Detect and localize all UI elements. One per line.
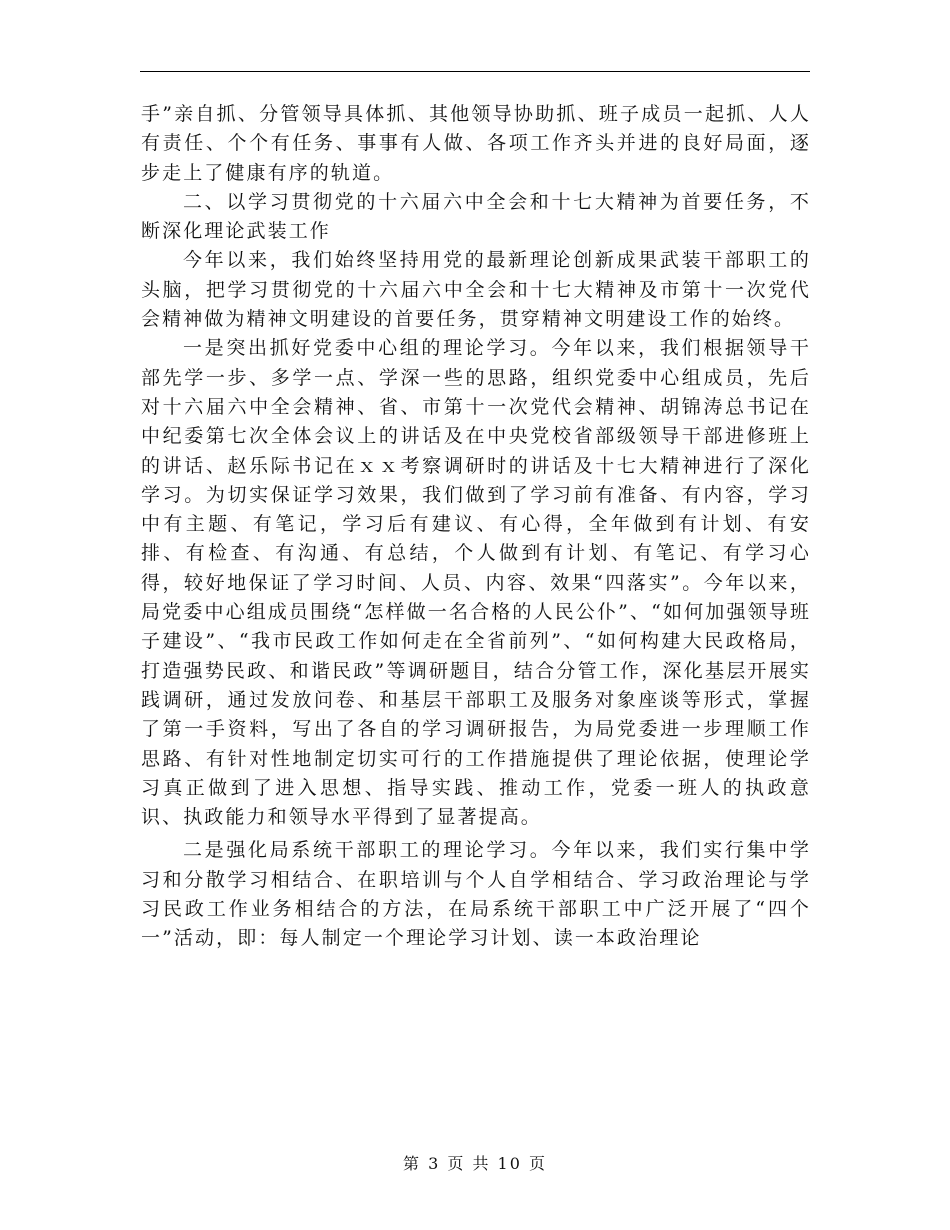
page-number-footer: 第 3 页 共 10 页 xyxy=(403,1154,547,1173)
paragraph-intro: 今年以来，我们始终坚持用党的最新理论创新成果武装干部职工的头脑，把学习贯彻党的十六届六中全会和十七大精神及市第十一次党代会精神做为精神文明建设的首要任务，贯穿精神文明建设工作的始终。 xyxy=(141,249,811,331)
section-heading: 二、以学习贯彻党的十六届六中全会和十七大精神为首要任务，不断深化理论武装工作 xyxy=(141,190,811,243)
paragraph-point-one: 一是突出抓好党委中心组的理论学习。今年以来，我们根据领导干部先学一步、多学一点、学深一些的思路，组织党委中心组成员，先后对十六届六中全会精神、省、市第十一次党代会精神、胡锦涛总书记在中纪委第七次全体会议上的讲话及在中央党校省部级领导干部进修班上的讲话、赵乐际书记在ｘｘ考察调研时的讲话及十七大精神进行了深化学习。为切实保证学习效果，我们做到了学习前有准备、有内容，学习中有主题、有笔记，学习后有建议、有心得，全年做到有计划、有安排、有检查、有沟通、有总结，个人做到有计划、有笔记、有学习心得，较好地保证了学习时间、人员、内容、效果“四落实”。今年以来，局党委中心组成员围绕“怎样做一名合格的人民公仆”、“如何加强领导班子建设”、“我市民政工作如何走在全省前列”、“如何构建大民政格局，打造强势民政、和谐民政”等调研题目，结合分管工作，深化基层开展实践调研，通过发放问卷、和基层干部职工及服务对象座谈等形式，掌握了第一手资料，写出了各自的学习调研报告，为局党委进一步理顺工作思路、有针对性地制定切实可行的工作措施提供了理论依据，使理论学习真正做到了进入思想、指导实践、推动工作，党委一班人的执政意识、执政能力和领导水平得到了显著提高。 xyxy=(141,337,811,829)
document-body xyxy=(141,100,811,954)
paragraph-continuation: 手”亲自抓、分管领导具体抓、其他领导协助抓、班子成员一起抓、人人有责任、个个有任务、事事有人做、各项工作齐头并进的良好局面，逐步走上了健康有序的轨道。 xyxy=(141,103,811,184)
header-rule xyxy=(140,71,810,72)
paragraph-point-two: 二是强化局系统干部职工的理论学习。今年以来，我们实行集中学习和分散学习相结合、在职培训与个人自学相结合、学习政治理论与学习民政工作业务相结合的方法，在局系统干部职工中广泛开展了“四个一”活动，即：每人制定一个理论学习计划、读一本政治理论 xyxy=(141,839,811,950)
